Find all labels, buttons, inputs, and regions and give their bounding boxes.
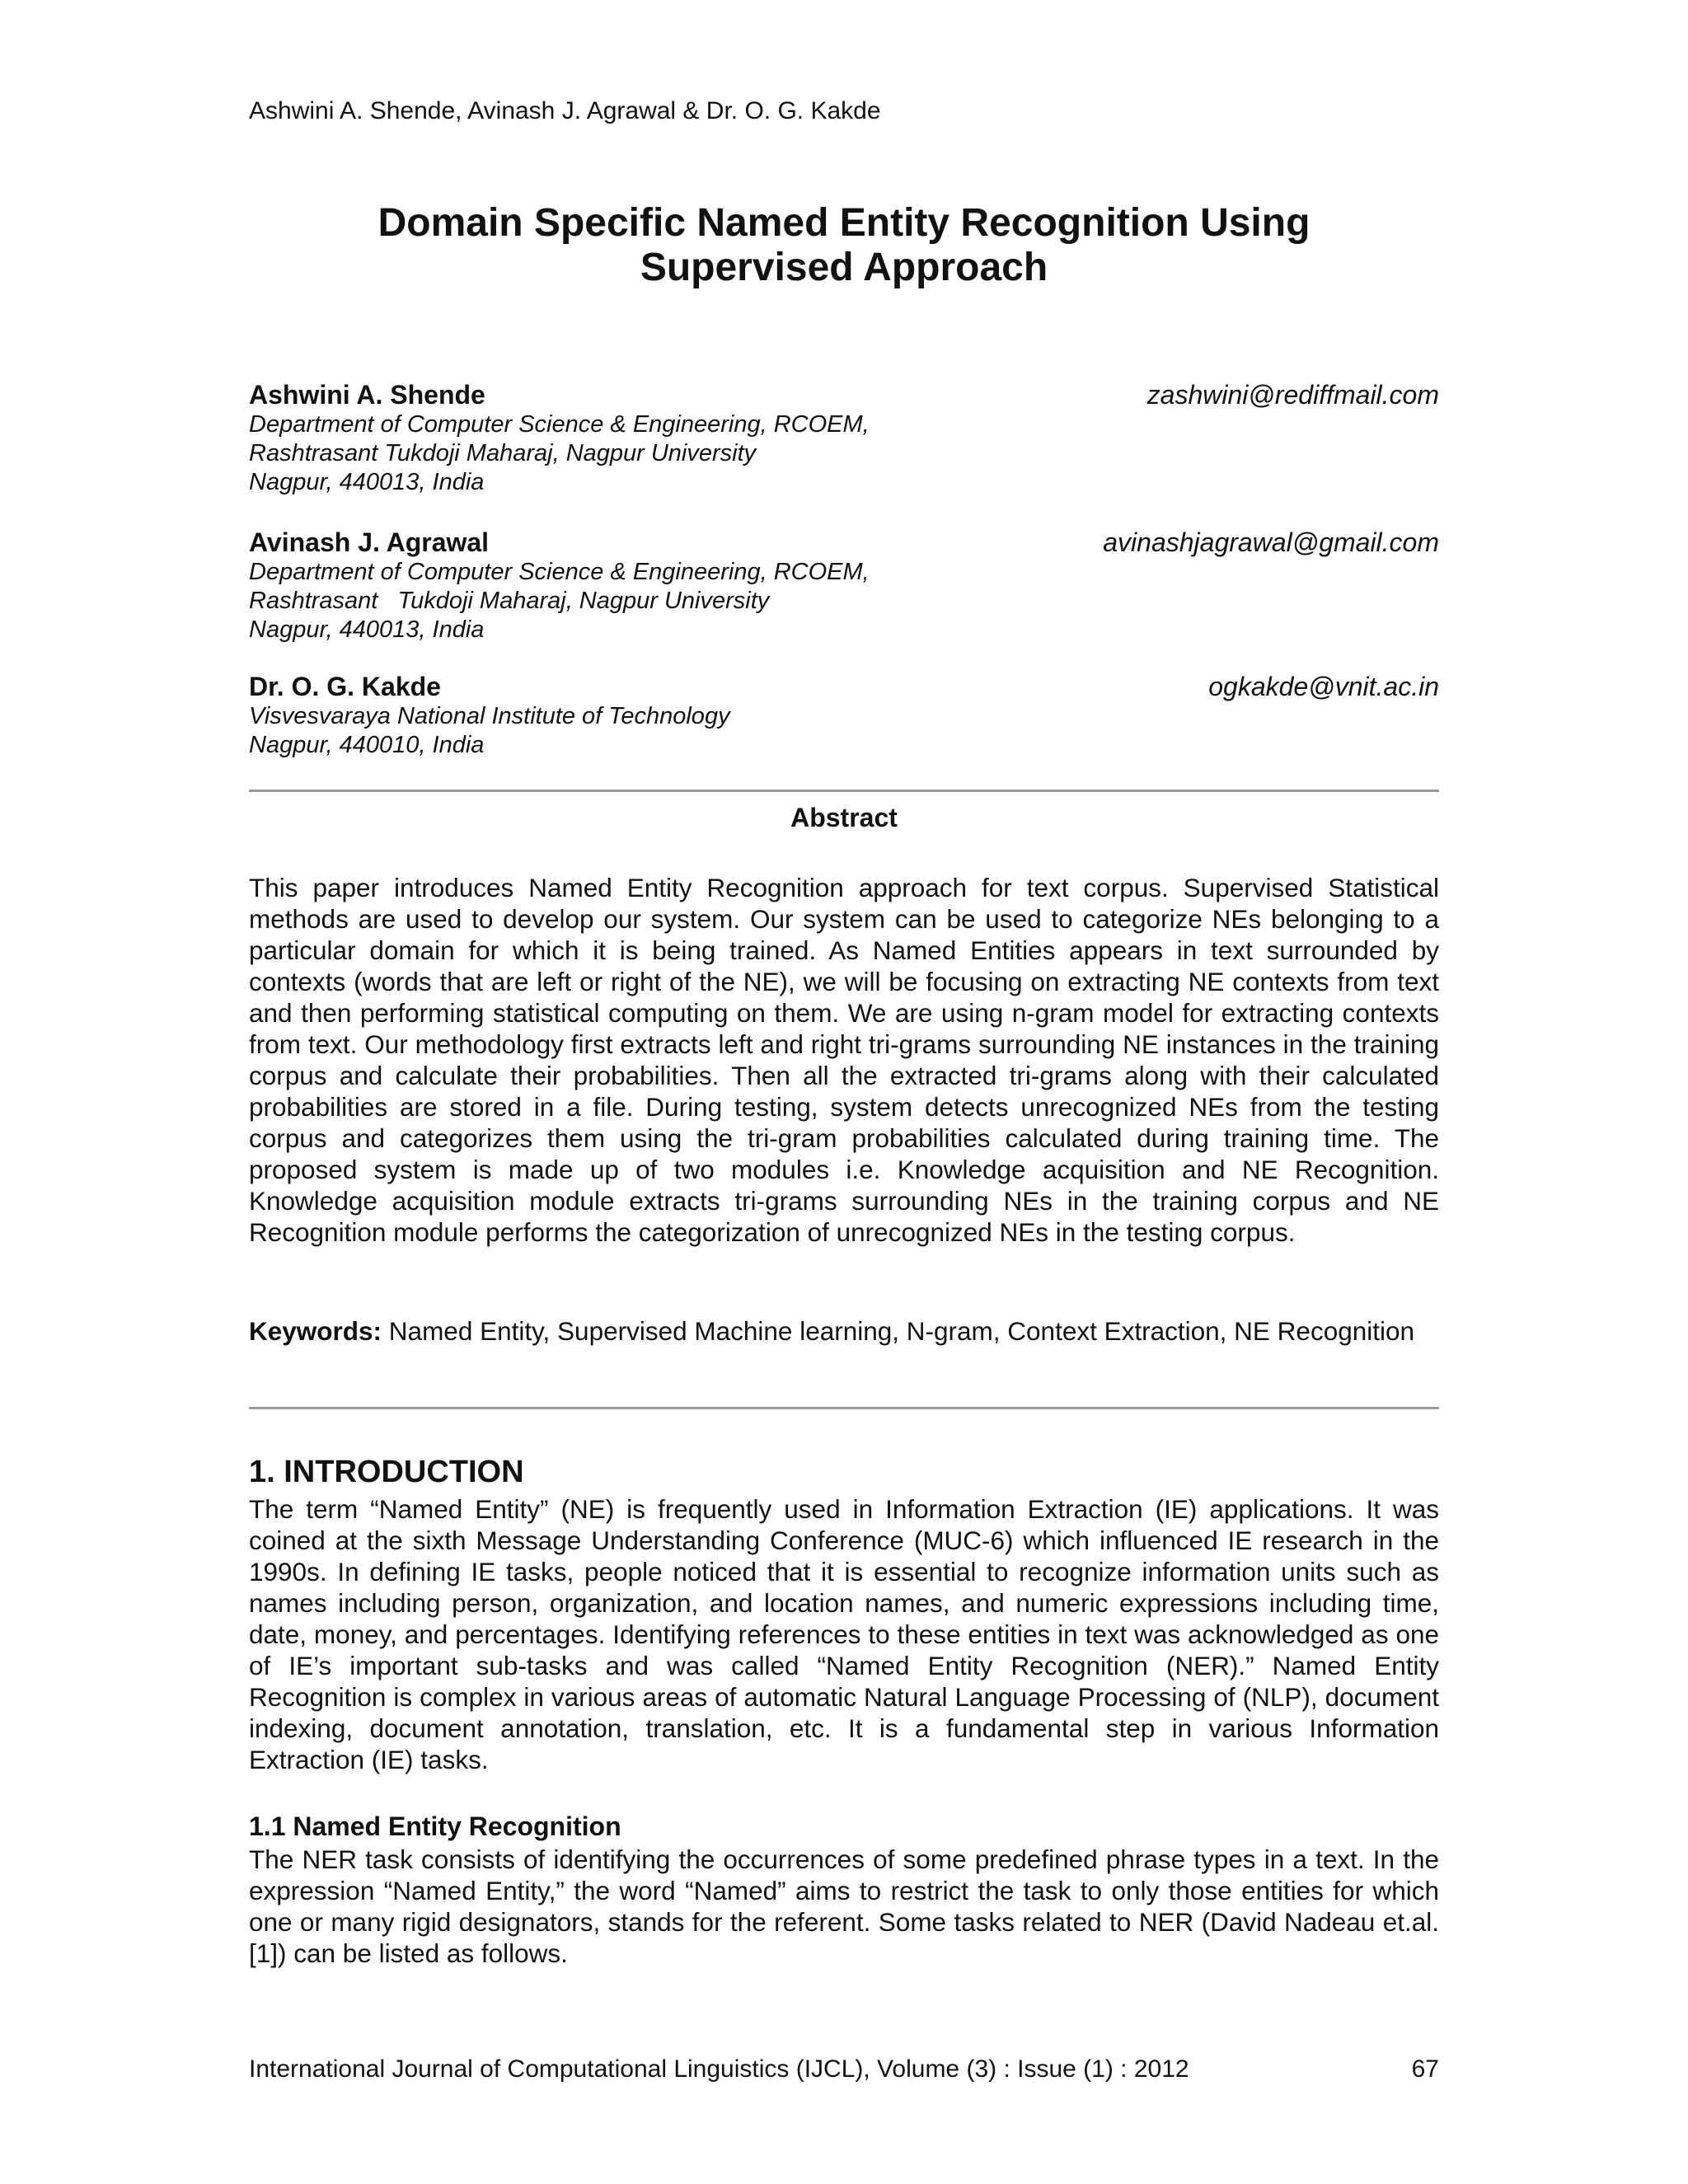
keywords-label: Keywords: bbox=[249, 1316, 382, 1346]
page-number: 67 bbox=[1411, 2055, 1439, 2083]
author-affiliation-line: Nagpur, 440013, India bbox=[249, 469, 485, 495]
author-affiliation-line: Rashtrasant Tukdoji Maharaj, Nagpur University bbox=[249, 440, 757, 466]
author-email[interactable]: ogkakde@vnit.ac.in bbox=[1208, 672, 1439, 701]
title-line-2: Supervised Approach bbox=[640, 246, 1048, 289]
author-email[interactable]: zashwini@rediffmail.com bbox=[1146, 380, 1439, 410]
author-affiliation-line: Visvesvaraya National Institute of Technology bbox=[249, 703, 730, 729]
keywords bbox=[249, 1315, 1439, 1347]
introduction-text: The term “Named Entity” (NE) is frequently used in Information Extraction (IE) applications. It was coined at the sixth Message Understanding Conference (MUC-6) which influenced IE research in the 1990s. In defining IE tasks, people noticed that it is essential to recognize information units such as names including person, organization, and location names, and numeric expressions including time, date, money, and percentages. Identifying references to these entities in text was acknowledged as one of IE’s important sub-tasks and was called “Named Entity Recognition (NER).” Named Entity Recognition is complex in various areas of automatic Natural Language Processing of (NLP), document indexing, document annotation, translation, etc. It is a fundamental step in various Information Extraction (IE) tasks. bbox=[249, 1494, 1439, 1774]
title-line-1: Domain Specific Named Entity Recognition Using bbox=[377, 201, 1311, 245]
footer-journal: International Journal of Computational Linguistics (IJCL), Volume (3) : Issue (1) : 2012 bbox=[249, 2055, 1189, 2083]
author-affiliation-line: Rashtrasant Tukdoji Maharaj, Nagpur University bbox=[249, 588, 770, 614]
author-email[interactable]: avinashjagrawal@gmail.com bbox=[1103, 527, 1439, 557]
author-block-2 bbox=[249, 527, 1439, 644]
keywords-text: Named Entity, Supervised Machine learning, N-gram, Context Extraction, NE Recognition bbox=[382, 1316, 1415, 1346]
author-affiliation-line: Department of Computer Science & Engineering, RCOEM, bbox=[249, 411, 870, 438]
paper-title bbox=[249, 201, 1439, 290]
divider-top bbox=[249, 790, 1439, 792]
running-head: Ashwini A. Shende, Avinash J. Agrawal & Dr. O. G. Kakde bbox=[249, 97, 881, 124]
author-affiliation-line: Nagpur, 440013, India bbox=[249, 616, 485, 643]
abstract-heading: Abstract bbox=[790, 803, 898, 832]
section-heading-introduction: 1. INTRODUCTION bbox=[249, 1455, 524, 1489]
author-affiliation-line: Department of Computer Science & Engineering, RCOEM, bbox=[249, 559, 870, 585]
author-affiliation-line: Nagpur, 440010, India bbox=[249, 732, 485, 758]
author-name: Dr. O. G. Kakde bbox=[249, 672, 441, 701]
author-name: Ashwini A. Shende bbox=[249, 380, 485, 410]
divider-bottom bbox=[249, 1407, 1439, 1409]
author-block-1 bbox=[249, 379, 1439, 497]
abstract-text: This paper introduces Named Entity Recognition approach for text corpus. Supervised Statistical methods are used to develop our system. Our system can be used to categorize NEs belonging to a particular domain for which it is being trained. As Named Entities appears in text surrounded by contexts (words that are left or right of the NE), we will be focusing on extracting NE contexts from text and then performing statistical computing on them. We are using n-gram model for extracting contexts from text. Our methodology first extracts left and right tri-grams surrounding NE instances in the training corpus and calculate their probabilities. Then all the extracted tri-grams along with their calculated probabilities are stored in a file. During testing, system detects unrecognized NEs from the testing corpus and categorizes them using the tri-gram probabilities calculated during training time. The proposed system is made up of two modules i.e. Knowledge acquisition and NE Recognition. Knowledge acquisition module extracts tri-grams surrounding NEs in the training corpus and NE Recognition module performs the categorization of unrecognized NEs in the testing corpus. bbox=[249, 873, 1439, 1247]
author-block-3 bbox=[249, 671, 1439, 760]
ner-text: The NER task consists of identifying the occurrences of some predefined phrase types in a text. In the expression “Named Entity,” the word “Named” aims to restrict the task to only those entities for which one or many rigid designators, stands for the referent. Some tasks related to NER (David Nadeau et.al. [1]) can be listed as follows. bbox=[249, 1844, 1439, 1968]
subsection-heading-ner: 1.1 Named Entity Recognition bbox=[249, 1811, 621, 1841]
author-name: Avinash J. Agrawal bbox=[249, 527, 490, 557]
